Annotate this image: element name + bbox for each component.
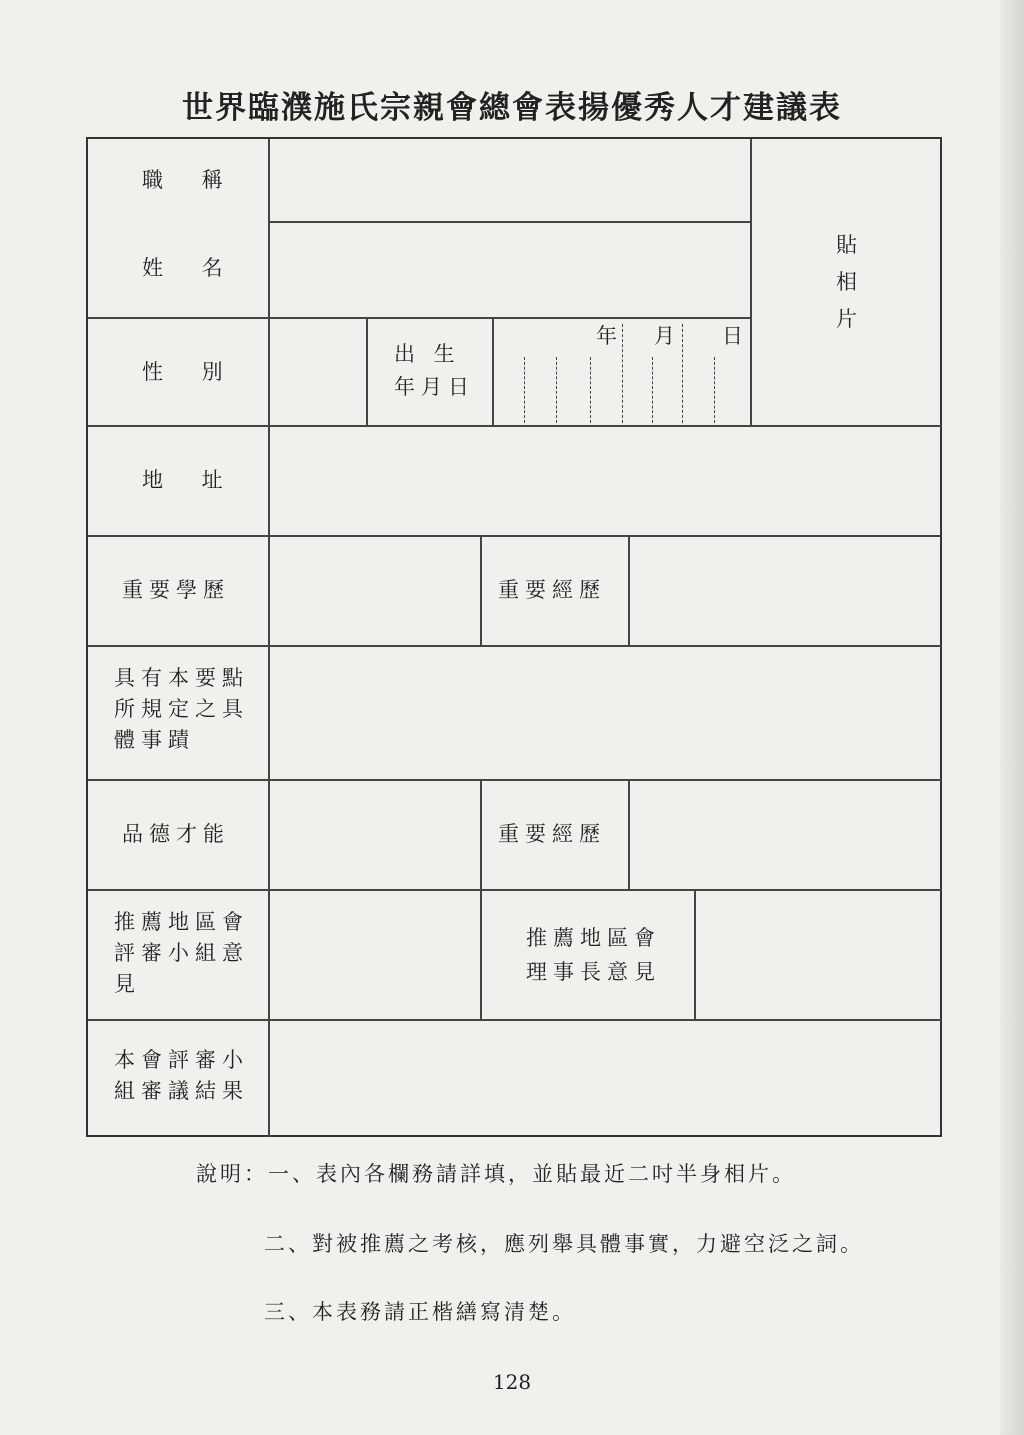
gender-split-line <box>366 317 368 425</box>
month-label: 月 <box>654 324 675 348</box>
education-split-line <box>480 535 482 645</box>
deeds-label: 具有本要點所規定之具體事蹟 <box>114 666 249 752</box>
photo-column-line <box>750 139 752 425</box>
date-guide <box>682 324 683 423</box>
note-1: 說明：一、表內各欄務請詳填，並貼最近二吋半身相片。 <box>196 1162 796 1186</box>
row-line-2 <box>88 317 750 319</box>
label-column-line <box>268 139 270 1137</box>
row-line-3 <box>88 425 942 427</box>
photo-label: 貼相片 <box>836 233 857 331</box>
district-chairman-line1: 推薦地區會 <box>526 926 661 950</box>
review-result-label: 本會評審小組審議結果 <box>114 1048 249 1103</box>
education-label: 重要學歷 <box>122 578 230 602</box>
page-edge <box>1000 0 1024 1435</box>
date-guide <box>652 357 653 423</box>
date-guide <box>556 357 557 423</box>
district-chairman-line2: 理事長意見 <box>526 960 661 984</box>
committee-split-line <box>480 889 482 1019</box>
note-2: 二、對被推薦之考核，應列舉具體事實，力避空泛之詞。 <box>264 1232 864 1256</box>
character-label: 品德才能 <box>122 822 230 846</box>
chairman-split-line <box>694 889 696 1019</box>
district-committee-label: 推薦地區會評審小組意見 <box>114 910 249 996</box>
experience-label: 重要經歷 <box>498 578 606 602</box>
nomination-form <box>86 137 942 1137</box>
note-3: 三、本表務請正楷繕寫清楚。 <box>264 1300 576 1324</box>
address-label: 地 址 <box>142 468 239 492</box>
row-line-8 <box>88 1019 942 1021</box>
experience-label-2: 重要經歷 <box>498 822 606 846</box>
row-line-4 <box>88 535 942 537</box>
row-line-7 <box>88 889 942 891</box>
experience-2-split-line <box>628 779 630 889</box>
date-guide <box>714 357 715 423</box>
birth-label-line1: 出 生 <box>394 342 461 366</box>
position-label: 職 稱 <box>142 168 239 192</box>
gender-label: 性 別 <box>142 360 239 384</box>
birth-split-line <box>492 317 494 425</box>
date-guide <box>524 357 525 423</box>
year-label: 年 <box>596 324 617 348</box>
date-guide <box>590 357 591 423</box>
row-line-6 <box>88 779 942 781</box>
page-number: 128 <box>492 1370 532 1394</box>
form-title: 世界臨濮施氏宗親會總會表揚優秀人才建議表 <box>182 90 842 126</box>
character-split-line <box>480 779 482 889</box>
name-label: 姓 名 <box>142 256 239 280</box>
day-label: 日 <box>722 324 743 348</box>
row-line-1 <box>268 221 750 223</box>
row-line-5 <box>88 645 942 647</box>
date-guide <box>622 324 623 423</box>
birth-label-line2: 年月日 <box>394 375 475 399</box>
experience-split-line <box>628 535 630 645</box>
